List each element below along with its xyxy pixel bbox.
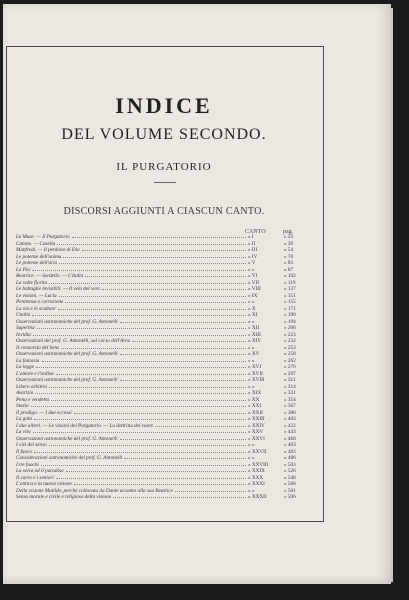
- entry-page: » 119: [284, 279, 296, 286]
- entry-page: » 171: [284, 305, 296, 312]
- entry-title: I due alberi. — Le visioni del Purgatorio. — La dottrina del cuore: [16, 422, 154, 429]
- list-heading: DISCORSI AGGIUNTI A CIASCUN CANTO.: [63, 206, 265, 217]
- entry-title: Il carro e i seniori: [16, 474, 54, 481]
- entry-title: La valle fiorita: [16, 279, 48, 286]
- dot-leader: [59, 296, 246, 297]
- dot-leader: [49, 283, 246, 284]
- entry-canto: » XXVIII: [248, 461, 269, 468]
- dot-leader: [102, 289, 246, 290]
- entry-page: » 54: [284, 247, 294, 253]
- entry-canto: » VI: [248, 273, 258, 279]
- dot-leader: [65, 302, 246, 303]
- entry-page: » 503: [284, 461, 296, 468]
- dot-leader: [66, 471, 246, 472]
- entry-page: » 403: [284, 416, 296, 422]
- entry-title: Beatrice. — Sordello. — L'Italia: [16, 273, 84, 279]
- entry-title: Osservazioni astronomiche del prof. G. Antonelli: [16, 377, 118, 383]
- dot-leader: [61, 348, 246, 349]
- entry-title: L'antica e la nuova visione: [16, 481, 72, 487]
- dot-leader: [32, 270, 246, 271]
- entry-title: Libero arbitrio: [16, 383, 48, 390]
- entry-canto: » XX: [248, 396, 260, 403]
- entry-canto: » XVII: [248, 370, 263, 377]
- entry-title: Invidia: [16, 331, 31, 338]
- entry-canto: » XIV: [248, 338, 262, 344]
- divider-rule: [154, 182, 176, 183]
- entry-canto: » »: [248, 266, 255, 273]
- dot-leader: [132, 341, 246, 342]
- dot-leader: [74, 484, 246, 485]
- entry-page: » 367: [284, 403, 296, 409]
- entry-page: » 581: [284, 487, 296, 494]
- entry-title: Superbia: [16, 325, 35, 331]
- entry-page: » 194: [284, 318, 296, 325]
- entry-page: » 190: [284, 312, 296, 318]
- entry-title: La vita: [16, 429, 31, 435]
- entry-page: » 331: [284, 390, 296, 396]
- entry-canto: » XVIII: [248, 377, 265, 383]
- entry-page: » 566: [284, 481, 296, 487]
- entry-page: » 83: [284, 260, 294, 266]
- entry-page: » 460: [284, 435, 296, 442]
- page-edge: [391, 8, 393, 582]
- dot-leader: [51, 400, 246, 401]
- dot-leader: [57, 244, 246, 245]
- entry-title: Le potenze dell'aria: [16, 260, 58, 266]
- entry-canto: » »: [248, 487, 255, 494]
- dot-leader: [56, 374, 246, 375]
- dot-leader: [49, 445, 246, 446]
- dot-leader: [34, 452, 246, 453]
- entry-canto: » XXX: [248, 474, 264, 481]
- dot-leader: [120, 354, 246, 355]
- entry-canto: » »: [248, 344, 255, 351]
- entry-title: Avarizia: [16, 390, 34, 396]
- entry-page: » 258: [284, 351, 296, 357]
- entry-canto: » XVI: [248, 364, 262, 370]
- entry-page: » 443: [284, 429, 296, 435]
- entry-title: Senso morale e civile e religioso della visione: [16, 494, 112, 500]
- entry-title: La selva ed il paradiso: [16, 468, 64, 474]
- dot-leader: [56, 478, 246, 479]
- entry-canto: » XXVII: [248, 448, 267, 455]
- entry-page: » 151: [284, 292, 296, 299]
- column-header-page: pag.: [283, 229, 294, 235]
- entry-canto: » IV: [248, 253, 258, 260]
- entry-title: La legge: [16, 364, 35, 370]
- entry-title: La Pia: [16, 266, 30, 273]
- entry-canto: » XXXI: [248, 481, 265, 487]
- dot-leader: [120, 380, 246, 381]
- entry-page: » 311: [284, 377, 296, 383]
- entry-canto: » VII: [248, 279, 259, 286]
- index-title: INDICE: [115, 93, 213, 118]
- entry-page: » 137: [284, 286, 296, 292]
- dot-leader: [124, 458, 246, 459]
- entry-canto: » XIII: [248, 331, 261, 338]
- dot-leader: [155, 426, 246, 427]
- entry-page: » 23: [284, 234, 294, 240]
- entry-title: Pena e vendetta: [16, 396, 50, 403]
- entry-title: Osservazioni astronomiche del prof. G. Antonelli: [16, 435, 118, 442]
- entry-page: » 87: [284, 266, 294, 273]
- dot-leader: [82, 250, 246, 251]
- entry-canto: » XV: [248, 351, 260, 357]
- index-entry: [16, 494, 324, 501]
- section-title: IL PURGATORIO: [116, 161, 212, 173]
- entry-page: » 463: [284, 442, 296, 448]
- entry-page: » 102: [284, 273, 296, 279]
- entry-canto: » »: [248, 455, 255, 461]
- entry-canto: » XXIX: [248, 468, 265, 474]
- entry-page: » 422: [284, 422, 296, 429]
- entry-canto: » V: [248, 260, 256, 266]
- entry-title: Catone. — Casella: [16, 240, 56, 247]
- entry-title: Le Muse. — Il Purgatorio: [16, 234, 70, 240]
- entry-title: Osservazioni del prof. G. Antonelli, sul corso dell'Arno: [16, 338, 131, 344]
- entry-page: » 206: [284, 325, 296, 331]
- dot-leader: [59, 263, 246, 264]
- entry-canto: » XXXII: [248, 494, 267, 500]
- dot-leader: [120, 439, 246, 440]
- entry-canto: » II: [248, 240, 256, 247]
- entry-title: I tre fuochi: [16, 461, 39, 468]
- entry-title: Il prodigo. — I due eccessi: [16, 409, 72, 416]
- volume-subtitle: DEL VOLUME SECONDO.: [61, 126, 267, 143]
- entry-title: Le potenze dell'anima: [16, 253, 62, 260]
- entry-page: » 548: [284, 474, 296, 481]
- entry-page: » 253: [284, 344, 296, 351]
- entry-page: » 223: [284, 331, 296, 338]
- dot-leader: [31, 406, 246, 407]
- entry-page: » 354: [284, 396, 296, 403]
- entry-page: » 70: [284, 253, 294, 260]
- entry-page: » 486: [284, 455, 296, 461]
- entry-canto: » »: [248, 299, 255, 305]
- dot-leader: [33, 432, 246, 433]
- entry-title: Umiltà: [16, 312, 31, 318]
- entry-title: Le battaglie invisibili. — Il velo del vero: [16, 286, 100, 292]
- dot-leader: [58, 309, 246, 310]
- entry-page: » 232: [284, 338, 296, 344]
- entry-page: » 526: [284, 468, 296, 474]
- dot-leader: [74, 413, 246, 414]
- entry-title: Il consorzio del bene: [16, 344, 60, 351]
- entry-page: » 386: [284, 409, 296, 416]
- entry-canto: » XXIV: [248, 422, 265, 429]
- entry-title: Osservazioni astronomiche del prof. G. Antonelli: [16, 351, 118, 357]
- entry-page: » 297: [284, 370, 296, 377]
- entry-title: La via e le sculture: [16, 305, 56, 312]
- entry-title: Manfredi. — Il perdono di Dio: [16, 247, 80, 253]
- dot-leader: [37, 328, 246, 329]
- dot-leader: [34, 419, 246, 420]
- entry-title: L'amore e l'ordine: [16, 370, 54, 377]
- column-header-canto: CANTO: [245, 229, 266, 235]
- entry-page: » 155: [284, 299, 296, 305]
- entry-canto: » »: [248, 383, 255, 390]
- entry-canto: » XIX: [248, 390, 262, 396]
- entry-canto: » XII: [248, 325, 260, 331]
- entry-canto: » XXI: [248, 403, 262, 409]
- dot-leader: [63, 257, 246, 258]
- entry-canto: » »: [248, 442, 255, 448]
- dot-leader: [41, 465, 246, 466]
- dot-leader: [72, 237, 246, 238]
- entry-title: Il fuoco: [16, 448, 32, 455]
- entry-page: » 39: [284, 240, 294, 247]
- entry-page: » 483: [284, 448, 296, 455]
- entry-page: » 276: [284, 364, 296, 370]
- entry-page: » 314: [284, 383, 296, 390]
- dot-leader: [120, 322, 246, 323]
- entry-canto: » XI: [248, 312, 258, 318]
- entry-canto: » »: [248, 357, 255, 364]
- dot-leader: [85, 276, 246, 277]
- index-entries: [16, 234, 324, 501]
- entry-canto: » XXII: [248, 409, 263, 416]
- entry-page: » 596: [284, 494, 296, 500]
- entry-canto: » XXVI: [248, 435, 265, 442]
- entry-title: Considerazioni astronomiche del prof. G. Antonelli: [16, 455, 123, 461]
- dot-leader: [175, 491, 246, 492]
- entry-canto: » »: [248, 318, 255, 325]
- entry-title: Della visione Matilde, perchè collocata da Dante accanto alla sua Beatrice: [16, 487, 173, 494]
- entry-canto: » XXV: [248, 429, 264, 435]
- entry-title: I vizi del senso: [16, 442, 47, 448]
- entry-page: » 262: [284, 357, 296, 364]
- entry-canto: » IX: [248, 292, 258, 299]
- dot-leader: [49, 387, 246, 388]
- dot-leader: [36, 367, 246, 368]
- entry-canto: » X: [248, 305, 256, 312]
- entry-canto: » I: [248, 234, 254, 240]
- entry-title: Penitenza e correzione: [16, 299, 64, 305]
- entry-canto: » III: [248, 247, 258, 253]
- dot-leader: [35, 393, 246, 394]
- entry-title: Osservazioni astronomiche del prof. G. Antonelli: [16, 318, 118, 325]
- entry-title: La gola: [16, 416, 32, 422]
- dot-leader: [33, 335, 246, 336]
- entry-title: La fantasia: [16, 357, 40, 364]
- dot-leader: [32, 315, 246, 316]
- dot-leader: [113, 497, 246, 498]
- entry-title: Le visioni. — Lucia: [16, 292, 57, 299]
- entry-canto: » XXIII: [248, 416, 265, 422]
- entry-title: Stazio: [16, 403, 29, 409]
- entry-canto: » VIII: [248, 286, 261, 292]
- dot-leader: [42, 361, 246, 362]
